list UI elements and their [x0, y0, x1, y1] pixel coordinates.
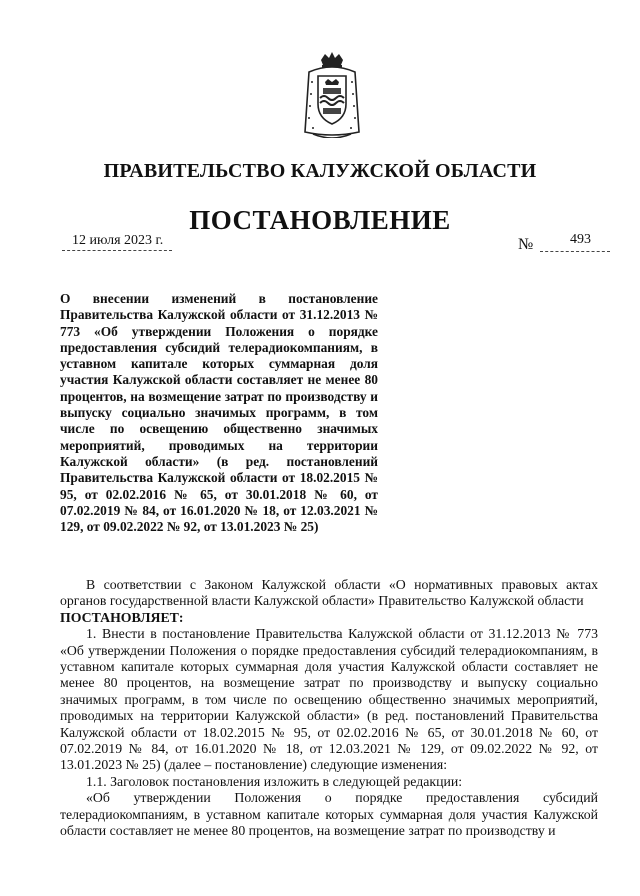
number-underline	[540, 251, 610, 252]
quote-paragraph: «Об утверждении Положения о порядке предоставления субсидий телерадиокомпаниям, в уставном капитале которых суммарная доля участия Калужской области составляет не менее 80 процентов, на возмещение затрат по производству и	[60, 790, 598, 839]
date-underline	[62, 250, 172, 251]
date-value: 12 июля 2023 г.	[72, 233, 164, 248]
preamble-paragraph: В соответствии с Законом Калужской области «О нормативных правовых актах органов государственной власти Калужской области» Правительство Калужской области	[60, 577, 598, 609]
number-value: 493	[570, 232, 591, 247]
resolves-heading: ПОСТАНОВЛЯЕТ:	[60, 609, 184, 625]
document-body	[60, 577, 598, 840]
document-subject: О внесении изменений в постановление Правительства Калужской области от 31.12.2013 № 773 «Об утверждении Положения о порядке предоставления субсидий телерадиокомпаниям, в уставном капитале которых суммарная доля участия Калужской области составляет не менее 80 процентов, на возмещение затрат по производству и выпуску социально значимых программ, в том числе по освещению общественно значимых мероприятий, проводимых на территории Калужской области» (в ред. постановлений Правительства Калужской области от 18.02.2015 № 95, от 02.02.2016 № 65, от 30.01.2018 № 60, от 07.02.2019 № 84, от 16.01.2020 № 18, от 12.03.2021 № 129, от 09.02.2022 № 92, от 13.01.2023 № 25)	[60, 291, 378, 535]
document-type: ПОСТАНОВЛЕНИЕ	[189, 205, 451, 235]
item-1-1-paragraph: 1.1. Заголовок постановления изложить в следующей редакции:	[86, 773, 463, 789]
number-sign: №	[518, 236, 534, 253]
item-1-paragraph: 1. Внести в постановление Правительства Калужской области от 31.12.2013 № 773 «Об утверждении Положения о порядке предоставления субсидий телерадиокомпаниям, в уставном капитале которых суммарная доля участия Калужской области составляет не менее 80 процентов, на возмещение затрат по производству и выпуску социально значимых программ, в том числе по освещению общественно значимых мероприятий, проводимых на территории Калужской области» (в ред. постановлений Правительства Калужской области от 18.02.2015 № 95, от 02.02.2016 № 65, от 30.01.2018 № 60, от 07.02.2019 № 84, от 16.01.2020 № 18, от 12.03.2021 № 129, от 09.02.2022 № 92, от 13.01.2023 № 25) (далее – постановление) следующие изменения:	[60, 626, 598, 773]
document-date	[62, 233, 172, 251]
government-name: ПРАВИТЕЛЬСТВО КАЛУЖСКОЙ ОБЛАСТИ	[103, 160, 537, 182]
kaluga-coat-of-arms-icon	[303, 52, 361, 138]
